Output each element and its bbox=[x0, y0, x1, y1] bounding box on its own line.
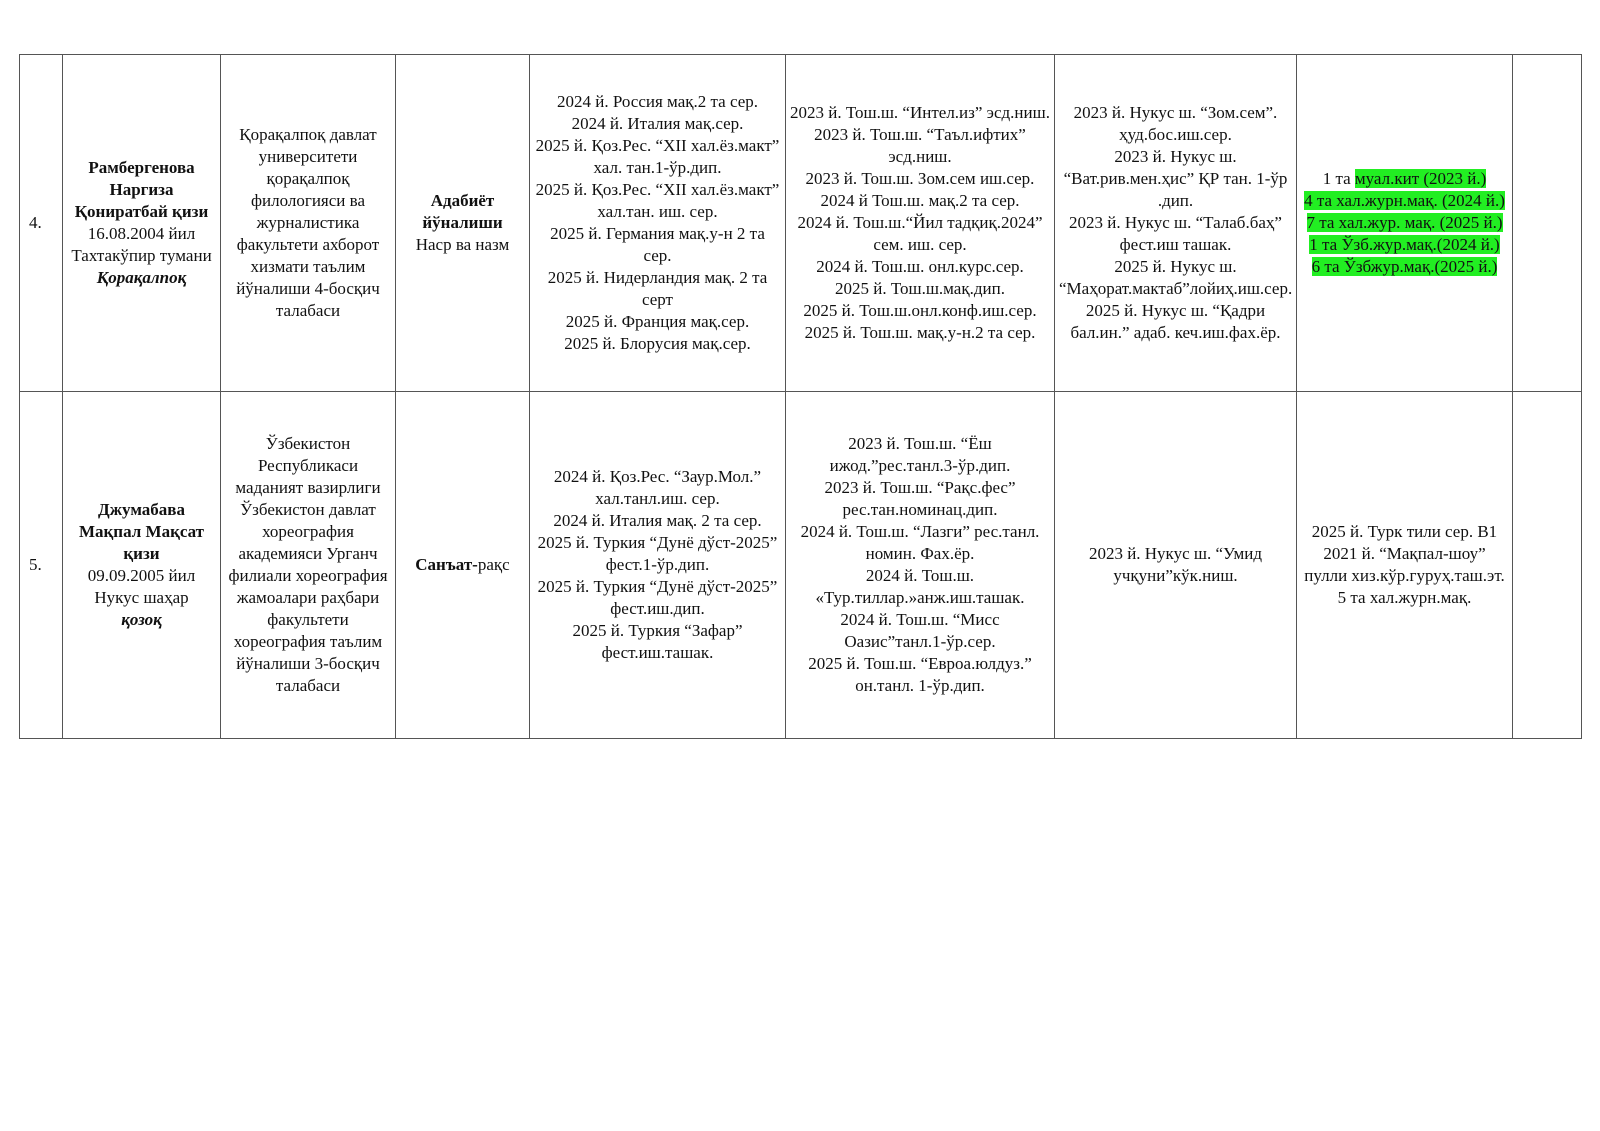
list-item: 2023 й. Тош.ш. “Рақс.фес” рес.тан.номинац.дип. bbox=[824, 478, 1016, 519]
list-item: 2025 й. Германия мақ.у-н 2 та сер. bbox=[550, 224, 765, 265]
list-item: 2024 й. Тош.ш. “Лазги” рес.танл. номин. Фах.ёр. bbox=[800, 522, 1040, 563]
list-item: 2024 й. Италия мақ.сер. bbox=[571, 114, 744, 133]
list-item: 2024 й. Россия мақ.2 та сер. bbox=[557, 92, 758, 111]
direction-subtitle: Наср ва назм bbox=[415, 235, 510, 254]
list-item: 2021 й. “Мақпал-шоу” пулли хиз.кўр.гуруҳ.таш.эт. bbox=[1304, 544, 1505, 585]
list-item: 2025 й. Турк тили сер. B1 bbox=[1311, 522, 1498, 541]
list-item: 2023 й. Нукус ш. “Талаб.баҳ” фест.иш ташак. bbox=[1069, 213, 1282, 254]
list-item: 2024 й. Тош.ш. “Мисс Оазис”танл.1-ўр.сер. bbox=[840, 610, 1000, 651]
study-place: Қорақалпоқ давлат университети қорақалпоқ филологияси ва журналистика факультети ахборот хизмати таълим йўналиши 4-босқич талабаси bbox=[221, 55, 396, 392]
list-item: 2025 й. Туркия “Дунё дўст-2025” фест.иш.дип. bbox=[537, 577, 778, 618]
list-item: 2025 й. Туркия “Зафар” фест.иш.ташак. bbox=[572, 621, 743, 662]
students-table bbox=[19, 54, 1582, 739]
list-item: 5 та хал.журн.мақ. bbox=[1337, 588, 1472, 607]
list-item: 2025 й. Тош.ш. мақ.у-н.2 та сер. bbox=[804, 323, 1036, 342]
birth-date: 16.08.2004 йил bbox=[87, 224, 196, 243]
list-item: 2023 й. Тош.ш. “Таъл.ифтих” эсд.ниш. bbox=[814, 125, 1026, 166]
direction-title: Санъат- bbox=[415, 555, 478, 574]
list-item: 2025 й. Туркия “Дунё дўст-2025” фест.1-ўр.дип. bbox=[537, 533, 778, 574]
list-item: 2023 й. Тош.ш. Зом.сем иш.сер. bbox=[805, 169, 1035, 188]
student-name: Рамбергенова Наргиза Қониратбай қизи bbox=[74, 158, 209, 221]
list-item: 2025 й. Франция мақ.сер. bbox=[565, 312, 750, 331]
study-place: Ўзбекистон Республикаси маданият вазирлиги Ўзбекистон давлат хореография академияси Урганч филиали хореография жамоалари раҳбари факультети хореография таълим йўналиши 3-босқич талабаси bbox=[221, 392, 396, 739]
list-item: 2025 й. Қоз.Рес. “XII хал.ёз.макт” хал. тан.1-ўр.дип. bbox=[535, 136, 780, 177]
republic-achievements bbox=[786, 392, 1055, 739]
list-item: 2024 й. Италия мақ. 2 та сер. bbox=[553, 511, 762, 530]
nationality: Қорақалпоқ bbox=[96, 268, 187, 287]
list-item: 2025 й. Нидерландия мақ. 2 та серт bbox=[547, 268, 768, 309]
international-achievements bbox=[530, 392, 786, 739]
list-item: 2025 й. Блорусия мақ.сер. bbox=[564, 334, 751, 353]
empty-cell bbox=[1513, 392, 1582, 739]
empty-cell bbox=[1513, 55, 1582, 392]
direction-cell bbox=[396, 392, 530, 739]
student-name: Джумабава Мақпал Мақсат қизи bbox=[78, 500, 205, 563]
list-item: 2023 й. Нукус ш. “Зом.сем”. ҳуд.бос.иш.сер. bbox=[1073, 103, 1278, 144]
student-cell bbox=[63, 392, 221, 739]
table-row bbox=[20, 392, 1582, 739]
international-achievements bbox=[530, 55, 786, 392]
birth-place: Тахтакўпир тумани bbox=[71, 246, 212, 265]
student-cell bbox=[63, 55, 221, 392]
birth-place: Нукус шаҳар bbox=[94, 588, 189, 607]
list-item: 2025 й. Тош.ш. “Евроа.юлдуз.” он.танл. 1-ўр.дип. bbox=[808, 654, 1032, 695]
list-item: 2025 й. Нукус ш. “Маҳорат.мактаб”лойиҳ.иш.сер. bbox=[1059, 257, 1293, 298]
list-item: 2025 й. Қоз.Рес. “XII хал.ёз.макт” хал.тан. иш. сер. bbox=[535, 180, 780, 221]
list-item: 2023 й. Нукус ш. “Ват.рив.мен.ҳис” ҚР тан. 1-ўр .дип. bbox=[1063, 147, 1288, 210]
list-item: 2023 й. Тош.ш. “Интел.из” эсд.ниш. bbox=[790, 103, 1050, 122]
list-item: 2023 й. Нукус ш. “Умид учқуни”кўк.ниш. bbox=[1088, 544, 1263, 585]
regional-achievements bbox=[1055, 392, 1297, 739]
other-achievements bbox=[1297, 392, 1513, 739]
birth-date: 09.09.2005 йил bbox=[87, 566, 196, 585]
regional-achievements bbox=[1055, 55, 1297, 392]
list-item: 2025 й. Тош.ш.мақ.дип. bbox=[835, 279, 1005, 298]
other-prefix: 1 та bbox=[1322, 169, 1355, 188]
list-item: 2023 й. Тош.ш. “Ёш ижод.”рес.танл.3-ўр.дип. bbox=[829, 434, 1011, 475]
highlighted-item: 7 та хал.жур. мақ. (2025 й.) bbox=[1306, 213, 1503, 232]
direction-title: Адабиёт йўналиши bbox=[422, 191, 503, 232]
list-item: 2025 й. Тош.ш.онл.конф.иш.сер. bbox=[803, 301, 1037, 320]
direction-subtitle: рақс bbox=[477, 555, 510, 574]
highlighted-item: 6 та Ўзбжур.мақ.(2025 й.) bbox=[1311, 257, 1498, 276]
direction-cell bbox=[396, 55, 530, 392]
table-row bbox=[20, 55, 1582, 392]
row-number: 5. bbox=[20, 392, 63, 739]
list-item: 2025 й. Нукус ш. “Қадри бал.ин.” адаб. кеч.иш.фах.ёр. bbox=[1070, 301, 1281, 342]
list-item: 2024 й. Тош.ш. «Тур.тиллар.»анж.иш.ташак. bbox=[815, 566, 1025, 607]
list-item: 2024 й. Тош.ш.“Йил тадқиқ.2024” сем. иш. сер. bbox=[797, 213, 1043, 254]
highlighted-item: 4 та хал.журн.мақ. (2024 й.) bbox=[1304, 191, 1505, 210]
highlighted-item: муал.кит (2023 й.) bbox=[1354, 169, 1487, 188]
nationality: қозоқ bbox=[121, 610, 162, 629]
row-number: 4. bbox=[20, 55, 63, 392]
list-item: 2024 й Тош.ш. мақ.2 та сер. bbox=[820, 191, 1020, 210]
highlighted-item: 1 та Ўзб.жур.мақ.(2024 й.) bbox=[1309, 235, 1500, 254]
list-item: 2024 й. Қоз.Рес. “Заур.Мол.” хал.танл.иш. сер. bbox=[553, 467, 762, 508]
republic-achievements bbox=[786, 55, 1055, 392]
other-achievements bbox=[1297, 55, 1513, 392]
list-item: 2024 й. Тош.ш. онл.курс.сер. bbox=[816, 257, 1024, 276]
